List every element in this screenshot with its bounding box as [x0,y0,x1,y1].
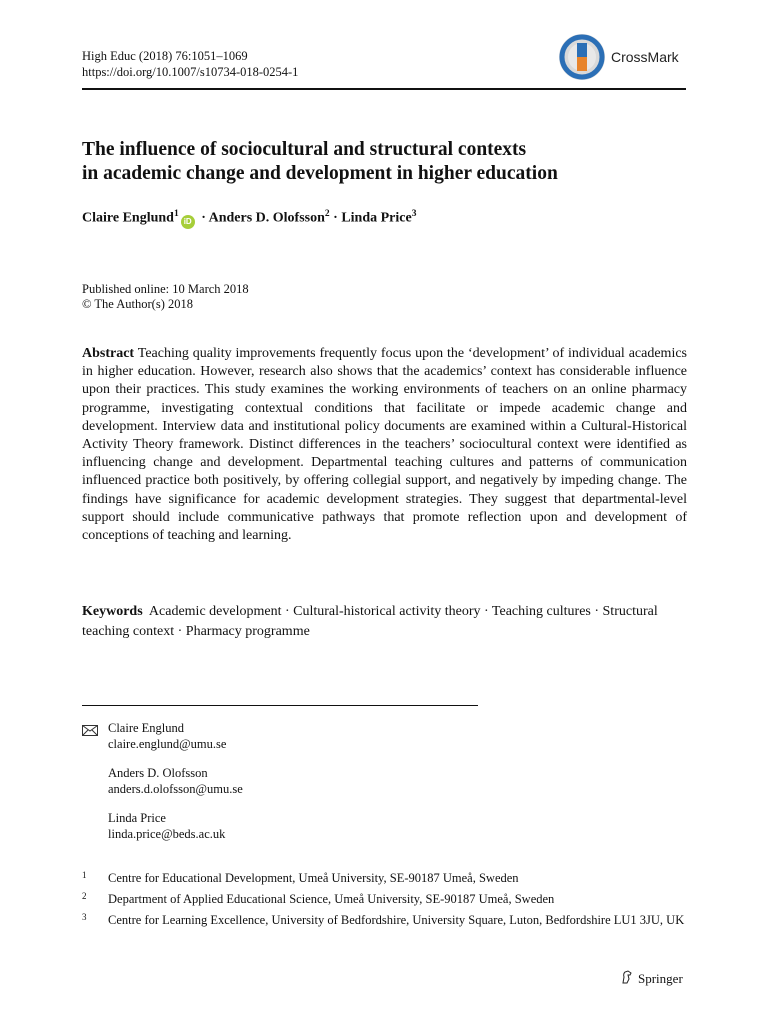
affiliation-item [82,891,687,907]
affiliation-item [82,912,687,928]
affiliation-text: Department of Applied Educational Science, Umeå University, SE-90187 Umeå, Sweden [108,892,555,906]
author-affil-ref: 3 [411,209,417,219]
affiliation-item [82,870,687,886]
contact-name: Linda Price [108,811,166,825]
abstract-label: Abstract [82,346,135,361]
contact-email[interactable]: anders.d.olofsson@umu.se [108,781,243,796]
journal-header [82,48,298,80]
contact-entry [108,811,243,842]
author-name[interactable]: Claire Englund [82,210,174,226]
affiliation-text: Centre for Learning Excellence, University of Bedfordshire, University Square, Luton, Bedfordshire LU1 3JU, UK [108,913,685,927]
author-affil-ref: 1 [173,209,179,219]
keywords-text: Academic development · Cultural-historical activity theory · Teaching cultures · Structural teaching context · Pharmacy programme [82,604,658,639]
header-rule [82,88,686,90]
affiliation-list [82,870,687,933]
contact-entry [108,766,243,797]
title-line: in academic change and development in higher education [82,163,558,184]
affiliation-number: 3 [82,912,87,922]
title-line: The influence of sociocultural and structural contexts [82,139,527,160]
springer-logo [620,970,683,988]
publication-info [82,282,249,312]
contact-email[interactable]: claire.englund@umu.se [108,736,227,751]
keywords [82,602,687,642]
footnote-rule [82,705,478,706]
published-date: Published online: 10 March 2018 [82,282,249,296]
author-list: Claire Englund$^1$iD · Anders D. Olofsson$^2$ · Linda Price$^3$ [82,209,416,229]
contact-name: Claire Englund [108,721,185,735]
affiliation-number: 2 [82,891,87,901]
author-name[interactable]: Linda Price [341,210,412,226]
publisher-name: Springer [638,971,683,986]
affiliation-text: Centre for Educational Development, Umeå University, SE-90187 Umeå, Sweden [108,871,519,885]
springer-horse-icon [620,970,634,988]
contact-list [108,721,243,856]
envelope-icon [82,723,98,741]
journal-citation: High Educ (2018) 76:1051–1069 [82,49,248,63]
orcid-icon[interactable]: iD [181,215,195,229]
journal-doi[interactable]: https://doi.org/10.1007/s10734-018-0254-1 [82,65,299,79]
keywords-label: Keywords [82,604,143,619]
article-title [82,138,702,186]
contact-entry [108,721,243,752]
contact-name: Anders D. Olofsson [108,766,208,780]
author-name[interactable]: Anders D. Olofsson [208,210,325,226]
abstract-text: Teaching quality improvements frequently focus upon the ‘development’ of individual academics in higher education. However, research also shows that the academics’ context has considerable influence upon their practices. This study examines the working environments of teachers on an online pharmacy programme, investigating contextual conditions that facilitate or impede academic change and development. Interview data and institutional policy documents are examined within a Cultural-Historical Activity Theory framework. Distinct differences in the teachers’ sociocultural context were identified as influencing change and development. Departmental teaching cultures and patterns of communication influenced practice both positively, by offering collegial support, and negatively by impeding change. The findings have significance for academic development strategies. They suggest that departmental-level support should include communicative pathways that promote reflection upon and development of conceptions of teaching and learning. [82,346,687,544]
crossmark-label: CrossMark [611,49,679,65]
abstract [82,345,687,545]
crossmark-icon [559,34,605,80]
crossmark-badge[interactable] [559,34,679,80]
affiliation-number: 1 [82,870,87,880]
copyright-line: © The Author(s) 2018 [82,297,193,311]
contact-email[interactable]: linda.price@beds.ac.uk [108,826,226,841]
author-affil-ref: 2 [324,209,330,219]
